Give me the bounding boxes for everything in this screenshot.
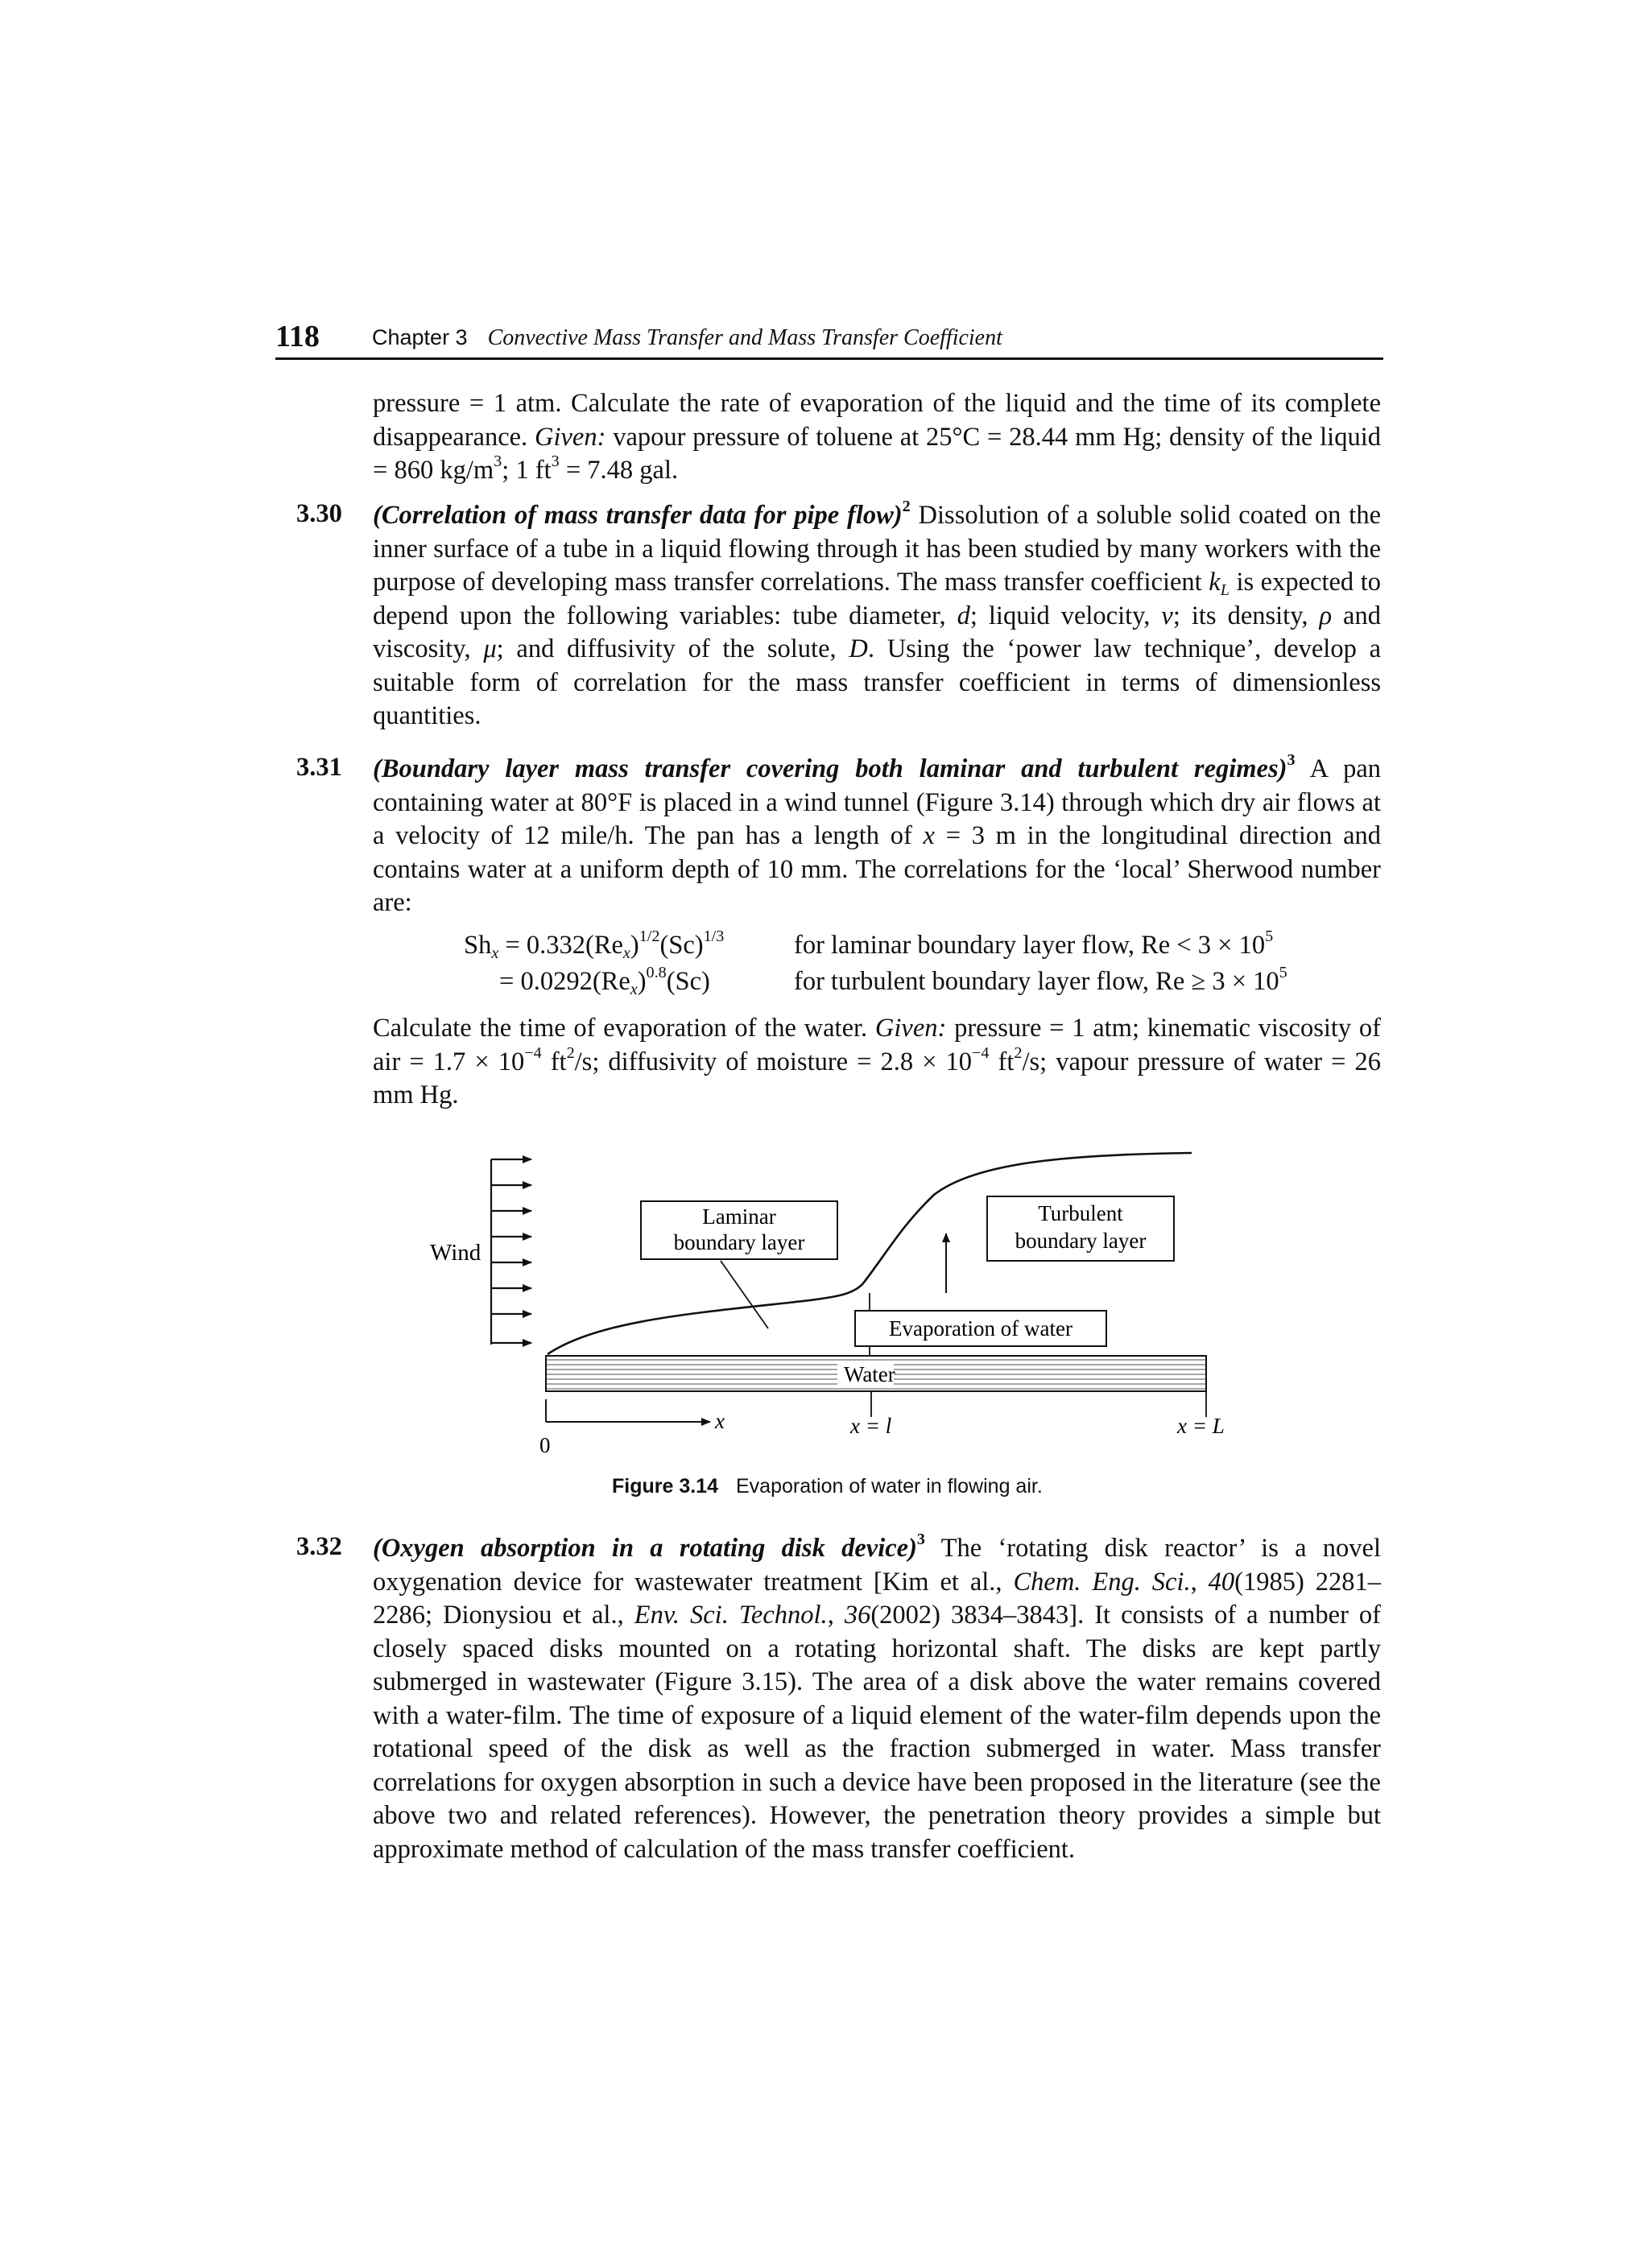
figure-caption — [612, 1475, 1043, 1498]
running-head — [372, 325, 1002, 351]
laminar-label-2: boundary layer — [673, 1230, 805, 1254]
problem-3-30: (Correlation of mass transfer data for pipe flow)$^2$ Dissolution of a soluble solid coated on the inner surface of a tube in a liquid flowing through it has been studied by many workers with the purpose of developing mass transfer correlations. The mass transfer coefficient $k_L$ is expected to depend upon the following variables: tube diameter, d; liquid velocity, v; its density, ρ and viscosity, μ; and diffusivity of the solute, D. Using the ‘power law technique’, develop a suitable form of correlation for the mass transfer coefficient in terms of dimensionless quantities. — [373, 497, 1381, 730]
chapter-title: Convective Mass Transfer and Mass Transfer Coefficient — [487, 325, 1002, 350]
water-label: Water — [844, 1362, 895, 1386]
x-eq-l-label: x = l — [850, 1414, 892, 1438]
equation-laminar: $Sh_x = 0.332(Re_x)^{1/2}(Sc)^{1/3}$ — [464, 927, 725, 963]
problem-3-29-continuation: pressure = 1 atm. Calculate the rate of evaporation of the liquid and the time of its complete disappearance. Given: vapour pressure of toluene at 25°C = 28.44 mm Hg; density of the liquid = 860 $kg/m^3$; 1 $ft^3 = 7.48$ gal. — [373, 389, 1381, 485]
problem-number-3-30: 3.30 — [296, 499, 342, 528]
problem-3-32-title: (Oxygen absorption in a rotating disk device) — [373, 1534, 917, 1563]
x-axis-label: x — [715, 1409, 725, 1433]
problem-number-3-32: 3.32 — [296, 1532, 342, 1561]
figure-caption-number: Figure 3.14 — [612, 1475, 718, 1498]
page-number: 118 — [275, 320, 320, 353]
problem-3-30-title: (Correlation of mass transfer data for pipe flow) — [373, 501, 903, 530]
figure-3-14 — [419, 1135, 1256, 1473]
figure-caption-text: Evaporation of water in flowing air. — [736, 1475, 1043, 1498]
problem-number-3-31: 3.31 — [296, 753, 342, 782]
turbulent-label-2: boundary layer — [1015, 1229, 1147, 1253]
equation-turbulent-condition: for turbulent boundary layer flow, $Re \ge 3 \times 10^5$ — [794, 963, 1287, 996]
laminar-pointer — [721, 1261, 768, 1328]
wind-label: Wind — [430, 1240, 481, 1266]
header-rule — [275, 357, 1383, 360]
turbulent-label-1: Turbulent — [1038, 1201, 1123, 1225]
problem-3-31-title: (Boundary layer mass transfer covering both laminar and turbulent regimes) — [373, 754, 1287, 783]
evaporation-label: Evaporation of water — [889, 1316, 1072, 1341]
x-eq-L-label: x = L — [1177, 1414, 1225, 1438]
chapter-label: Chapter 3 — [372, 325, 468, 349]
equation-turbulent: = $0.0292(Re_x)^{0.8}(Sc)$ — [499, 963, 710, 999]
equation-laminar-condition: for laminar boundary layer flow, $Re < 3 \times 10^5$ — [794, 927, 1274, 960]
laminar-label-1: Laminar — [702, 1204, 776, 1229]
origin-label: 0 — [539, 1433, 551, 1457]
problem-3-31-given: Calculate the time of evaporation of the water. Given: pressure = 1 atm; kinematic viscosity of air = $1.7 \times 10^{-4}$ $ft^2/s$; diffusivity of moisture = $2.8 \times 10^{-4}$ $ft^2/s$; vapour pressure of water = 26 mm Hg. — [373, 1014, 1382, 1109]
problem-3-31: (Boundary layer mass transfer covering both laminar and turbulent regimes)$^3$ A pan containing water at 80°F is placed in a wind tunnel (Figure 3.14) through which dry air flows at a velocity of 12 mile/h. The pan has a length of x = 3 m in the longitudinal direction and contains water at a uniform depth of 10 mm. The correlations for the ‘local’ Sherwood number are: — [373, 750, 1382, 917]
wind-arrows — [491, 1159, 531, 1345]
problem-3-32: (Oxygen absorption in a rotating disk device)$^3$ The ‘rotating disk reactor’ is a novel oxygenation device for wastewater treatment [Kim et al., Chem. Eng. Sci., 40(1985) 2281–2286; Dionysiou et al., Env. Sci. Technol., 36(2002) 3834–3843]. It consists of a number of closely spaced disks mounted on a rotating horizontal shaft. The disks are kept partly submerged in wastewater (Figure 3.15). The area of a disk above the water remains covered with a water-film. The time of exposure of a liquid element of the water-film depends upon the rotational speed of the disk as well as the fraction submerged in water. Mass transfer correlations for oxygen absorption in such a device have been proposed in the literature (see the above two and related references). However, the penetration theory provides a simple but approximate method of calculation of the mass transfer coefficient. — [373, 1530, 1382, 1864]
